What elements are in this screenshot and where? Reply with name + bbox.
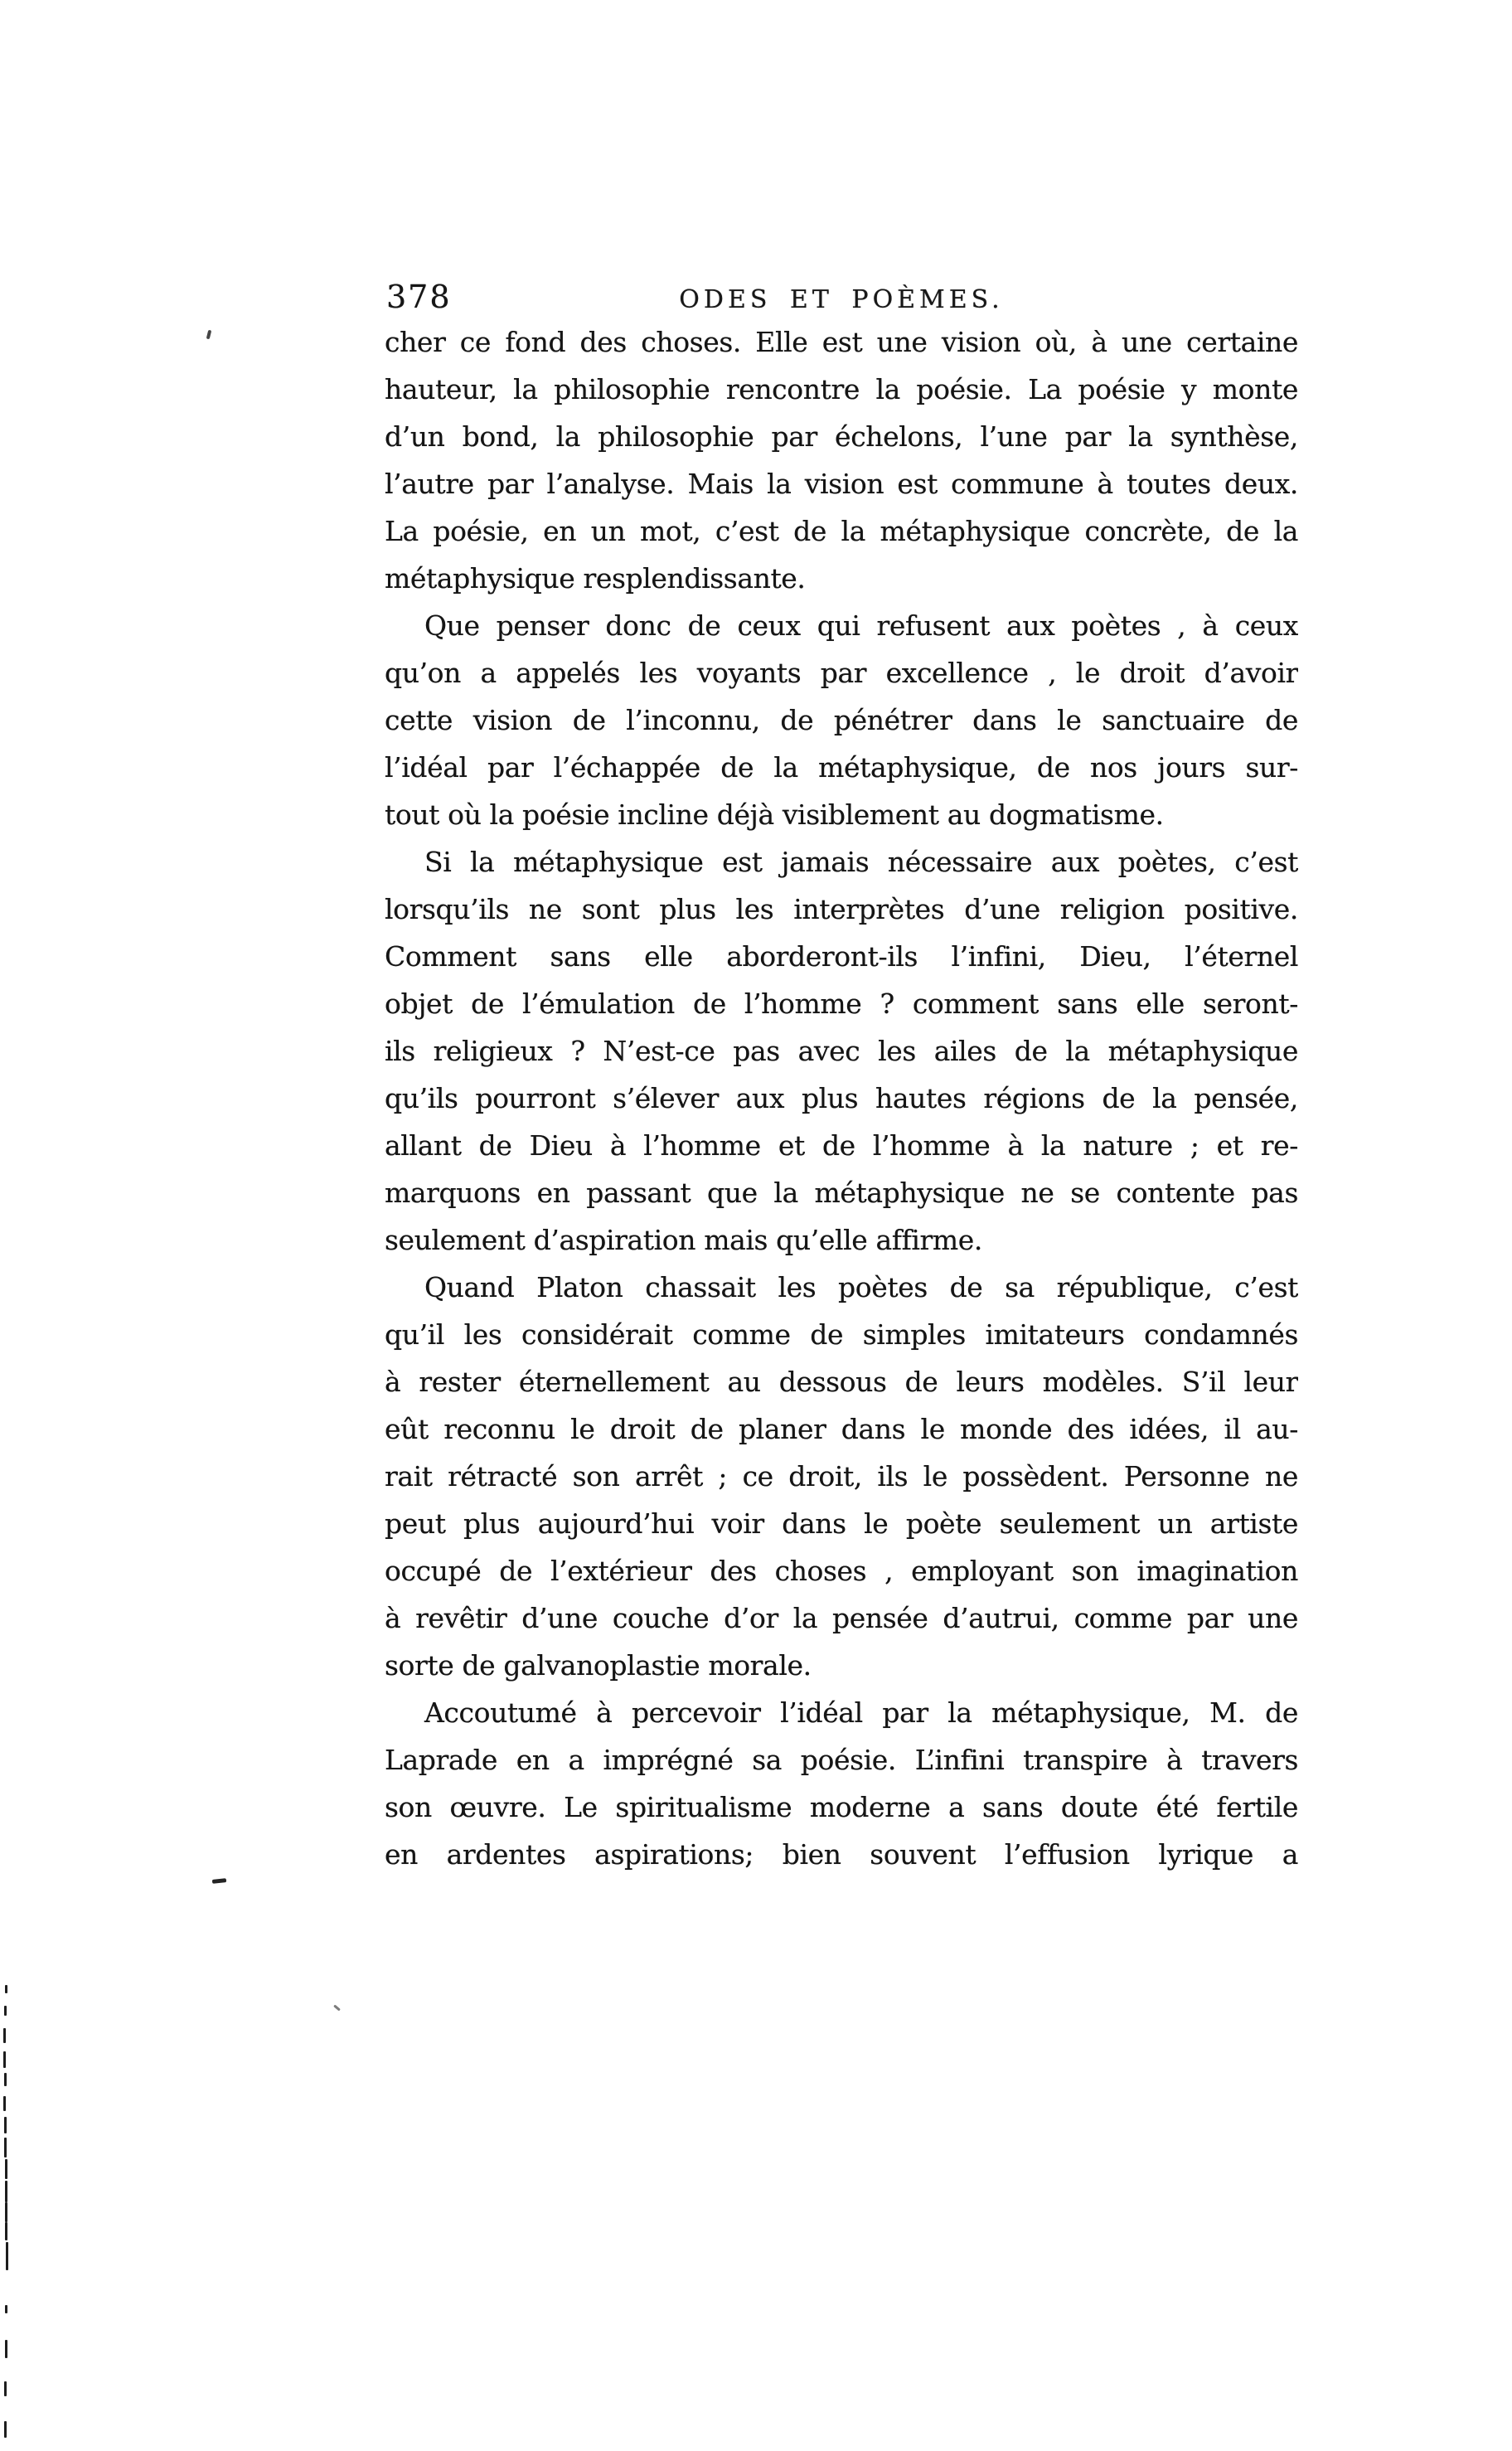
text-line: eût reconnu le droit de planer dans le monde des idées, il au- [385, 1413, 1298, 1445]
scan-tick [5, 2181, 7, 2202]
text-line: son œuvre. Le spiritualisme moderne a sans doute été fertile [385, 1791, 1298, 1823]
text-line: cette vision de l’inconnu, de pénétrer dans le sanctuaire de [385, 704, 1298, 736]
scan-tick [4, 2138, 7, 2157]
text-line: Quand Platon chassait les poètes de sa république, c’est [424, 1271, 1298, 1303]
text-line: hauteur, la philosophie rencontre la poésie. La poésie y monte [385, 373, 1298, 405]
text-line: peut plus aujourd’hui voir dans le poète seulement un artiste [385, 1507, 1298, 1540]
scan-tick [5, 2202, 7, 2222]
text-line: lorsqu’ils ne sont plus les interprètes d’une religion positive. [385, 893, 1298, 925]
scan-tick [4, 2381, 7, 2396]
text-line: qu’il les considérait comme de simples imitateurs condamnés [385, 1318, 1298, 1351]
text-line: La poésie, en un mot, c’est de la métaphysique concrète, de la [385, 515, 1298, 547]
text-line: objet de l’émulation de l’homme ? comment sans elle seront- [385, 988, 1298, 1020]
scan-tick [5, 2305, 7, 2313]
text-line: tout où la poésie incline déjà visiblement au dogmatisme. [385, 798, 1164, 831]
text-line: rait rétracté son arrêt ; ce droit, ils le possèdent. Personne ne [385, 1460, 1298, 1492]
text-block [385, 318, 1298, 1878]
text-line: cher ce fond des choses. Elle est une vision où, à une certaine [385, 326, 1298, 358]
margin-speck [333, 2004, 341, 2011]
scan-tick [4, 2421, 7, 2438]
text-line: occupé de l’extérieur des choses , employant son imagination [385, 1555, 1298, 1587]
text-line: l’autre par l’analyse. Mais la vision est commune à toutes deux. [385, 468, 1298, 500]
text-line: qu’on a appelés les voyants par excellence , le droit d’avoir [385, 657, 1298, 689]
text-line: métaphysique resplendissante. [385, 562, 806, 595]
text-line: marquons en passant que la métaphysique ne se contente pas [385, 1177, 1298, 1209]
text-line: Laprade en a imprégné sa poésie. L’infini transpire à travers [385, 1744, 1298, 1776]
scan-tick [6, 2242, 8, 2270]
scan-tick [4, 2117, 7, 2133]
scan-tick [5, 2340, 7, 2358]
text-line: Que penser donc de ceux qui refusent aux poètes , à ceux [424, 609, 1298, 642]
text-line: Comment sans elle aborderont-ils l’infini, Dieu, l’éternel [385, 940, 1298, 973]
margin-dash-mark [212, 1878, 226, 1884]
text-line: à rester éternellement au dessous de leurs modèles. S’il leur [385, 1366, 1298, 1398]
text-line: Si la métaphysique est jamais nécessaire aux poètes, c’est [424, 846, 1298, 878]
text-line: l’idéal par l’échappée de la métaphysique, de nos jours sur- [385, 751, 1298, 784]
scan-tick [4, 2006, 7, 2016]
text-line: Accoutumé à percevoir l’idéal par la métaphysique, M. de [424, 1696, 1298, 1729]
running-title: ODES ET POÈMES. [679, 285, 1004, 314]
scan-tick [3, 2051, 6, 2068]
text-line: à revêtir d’une couche d’or la pensée d’autrui, comme par une [385, 1602, 1298, 1634]
text-line: sorte de galvanoplastie morale. [385, 1649, 812, 1682]
margin-speck [206, 330, 212, 340]
scan-tick [5, 2222, 7, 2240]
scan-tick [3, 2028, 6, 2043]
page-number: 378 [386, 279, 452, 315]
scan-tick [5, 2159, 7, 2179]
scan-tick [3, 2096, 6, 2111]
text-line: d’un bond, la philosophie par échelons, l’une par la synthèse, [385, 420, 1298, 453]
text-line: en ardentes aspirations; bien souvent l’effusion lyrique a [385, 1838, 1298, 1871]
text-line: ils religieux ? N’est-ce pas avec les ailes de la métaphysique [385, 1035, 1298, 1067]
scan-tick [4, 2073, 7, 2086]
text-line: seulement d’aspiration mais qu’elle affirme. [385, 1224, 983, 1256]
text-line: allant de Dieu à l’homme et de l’homme à la nature ; et re- [385, 1129, 1298, 1162]
text-line: qu’ils pourront s’élever aux plus hautes régions de la pensée, [385, 1082, 1298, 1114]
page-header [385, 277, 1298, 320]
scan-tick [5, 1985, 7, 1993]
